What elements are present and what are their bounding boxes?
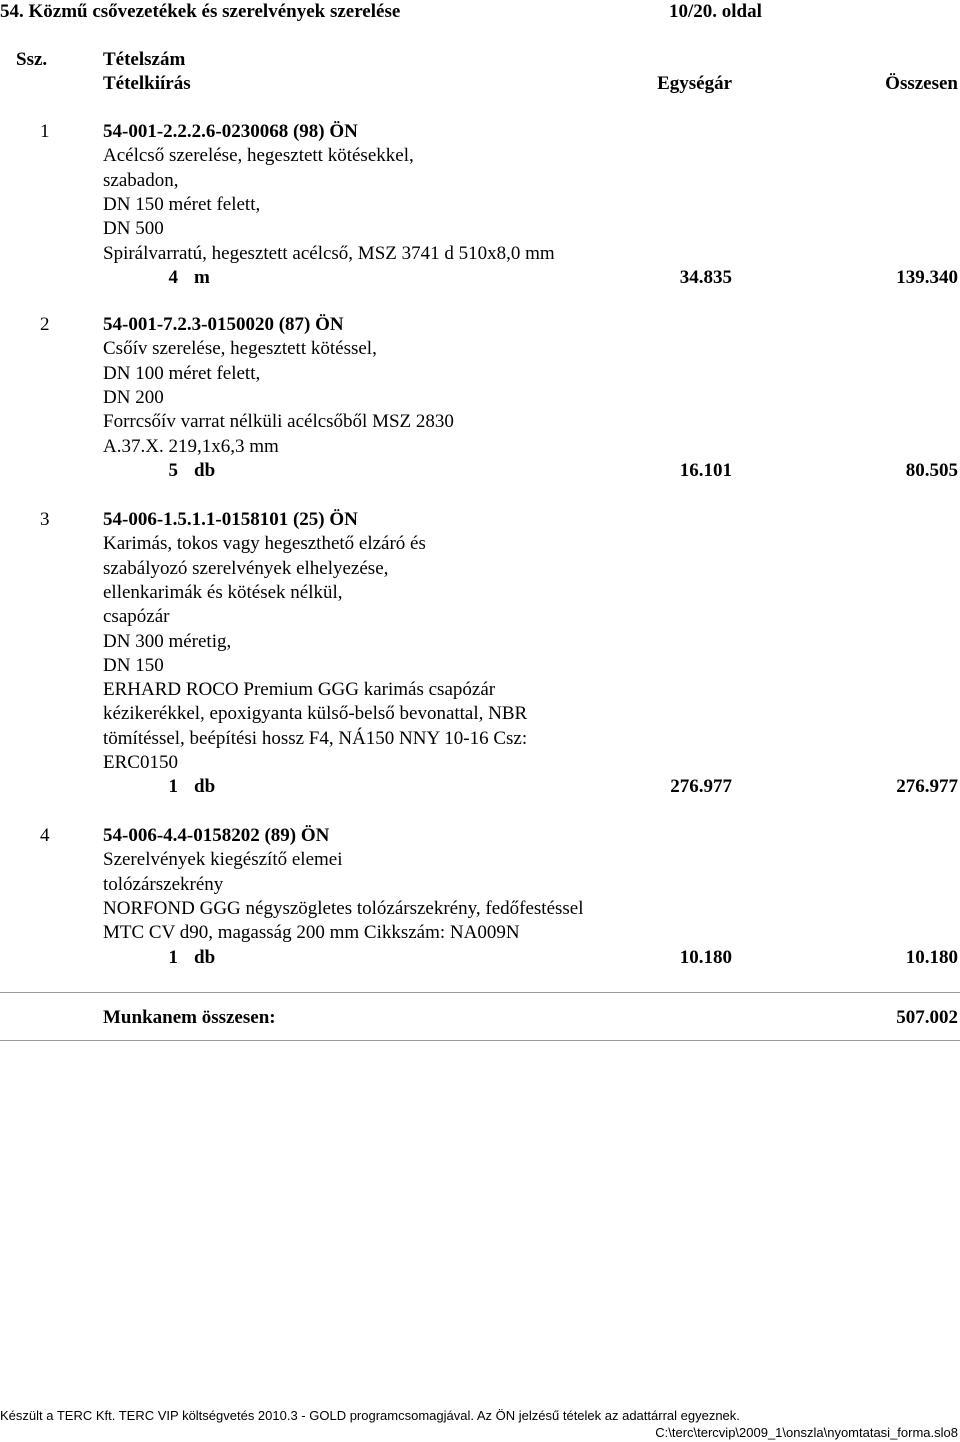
item-number: 2 [40,314,50,335]
column-header-egysegar: Egységár [657,73,732,94]
item-description-line: DN 150 [103,654,164,676]
item-description-line: tolózárszekrény [103,873,224,895]
item-description-line: Forrcsőív varrat nélküli acélcsőből MSZ 2830 [103,411,454,433]
item-unit: db [194,459,216,481]
item-unit-price: 10.180 [679,946,732,968]
item-total: 139.340 [896,266,958,288]
item-code: 54-001-7.2.3-0150020 (87) ÖN [103,314,344,335]
item-description-line: NORFOND GGG négyszögletes tolózárszekrény, fedőfestéssel [103,897,584,919]
item-quantity: 1 [168,776,178,798]
item-description-line: DN 500 [103,218,164,240]
item-description-line: DN 300 méretig, [103,630,232,652]
column-header-ssz: Ssz. [16,49,48,70]
item-description-line: DN 100 méret felett, [103,362,261,384]
item-unit-price: 34.835 [679,266,732,288]
item-total: 80.505 [905,459,958,481]
column-header-tetelszam: Tételszám [103,49,186,70]
item-description-line: kézikerékkel, epoxigyanta külső-belső bevonattal, NBR [103,703,528,725]
item-number: 3 [40,509,50,530]
item-description-line: Csőív szerelése, hegesztett kötéssel, [103,338,377,360]
summary-divider-bottom [0,1040,960,1041]
item-quantity: 5 [168,459,178,481]
item-unit: db [194,946,216,968]
item-unit-price: 16.101 [679,459,732,481]
item-code: 54-006-4.4-0158202 (89) ÖN [103,825,330,846]
item-description-line: csapózár [103,606,170,628]
item-description-line: Acélcső szerelése, hegesztett kötésekkel, [103,145,414,167]
summary-label: Munkanem összesen: [103,1007,276,1028]
summary-value: 507.002 [896,1007,958,1028]
footer-path: C:\terc\tercvip\2009_1\onszla\nyomtatasi_forma.slo8 [655,1425,958,1440]
item-number: 1 [40,121,50,142]
item-unit: db [194,776,216,798]
item-unit: m [194,266,210,288]
item-description-line: ERC0150 [103,752,178,773]
footer-note: Készült a TERC Kft. TERC VIP költségvetés 2010.3 - GOLD programcsomagjával. Az ÖN jelzésű tételek az adattárral egyeznek. [0,1408,740,1423]
item-description-line: ERHARD ROCO Premium GGG karimás csapózár [103,679,496,701]
summary-divider-top [0,992,960,993]
item-description-line: Szerelvények kiegészítő elemei [103,849,343,871]
item-description-line: A.37.X. 219,1x6,3 mm [103,435,279,457]
item-quantity: 4 [168,266,178,288]
item-total: 10.180 [905,946,958,968]
item-description-line: szabadon, [103,169,179,191]
column-header-tetelkiiras: Tételkiírás [103,73,191,94]
page-number: 10/20. oldal [669,1,762,22]
item-quantity: 1 [168,946,178,968]
item-description-line: Spirálvarratú, hegesztett acélcső, MSZ 3741 d 510x8,0 mm [103,242,555,264]
item-description-line: DN 150 méret felett, [103,193,261,215]
item-code: 54-006-1.5.1.1-0158101 (25) ÖN [103,509,358,530]
item-description-line: ellenkarimák és kötések nélkül, [103,581,343,603]
item-total: 276.977 [896,776,958,798]
item-description-line: MTC CV d90, magasság 200 mm Cikkszám: NA009N [103,922,520,944]
item-unit-price: 276.977 [670,776,732,798]
page-title: 54. Közmű csővezetékek és szerelvények szerelése [0,1,401,22]
item-description-line: tömítéssel, beépítési hossz F4, NÁ150 NNY 10-16 Csz: [103,727,528,749]
item-description-line: DN 200 [103,386,164,408]
column-header-osszesen: Összesen [885,73,958,94]
item-description-line: szabályozó szerelvények elhelyezése, [103,557,389,579]
item-description-line: Karimás, tokos vagy hegeszthető elzáró és [103,533,426,555]
item-number: 4 [40,825,50,846]
item-code: 54-001-2.2.2.6-0230068 (98) ÖN [103,121,358,142]
